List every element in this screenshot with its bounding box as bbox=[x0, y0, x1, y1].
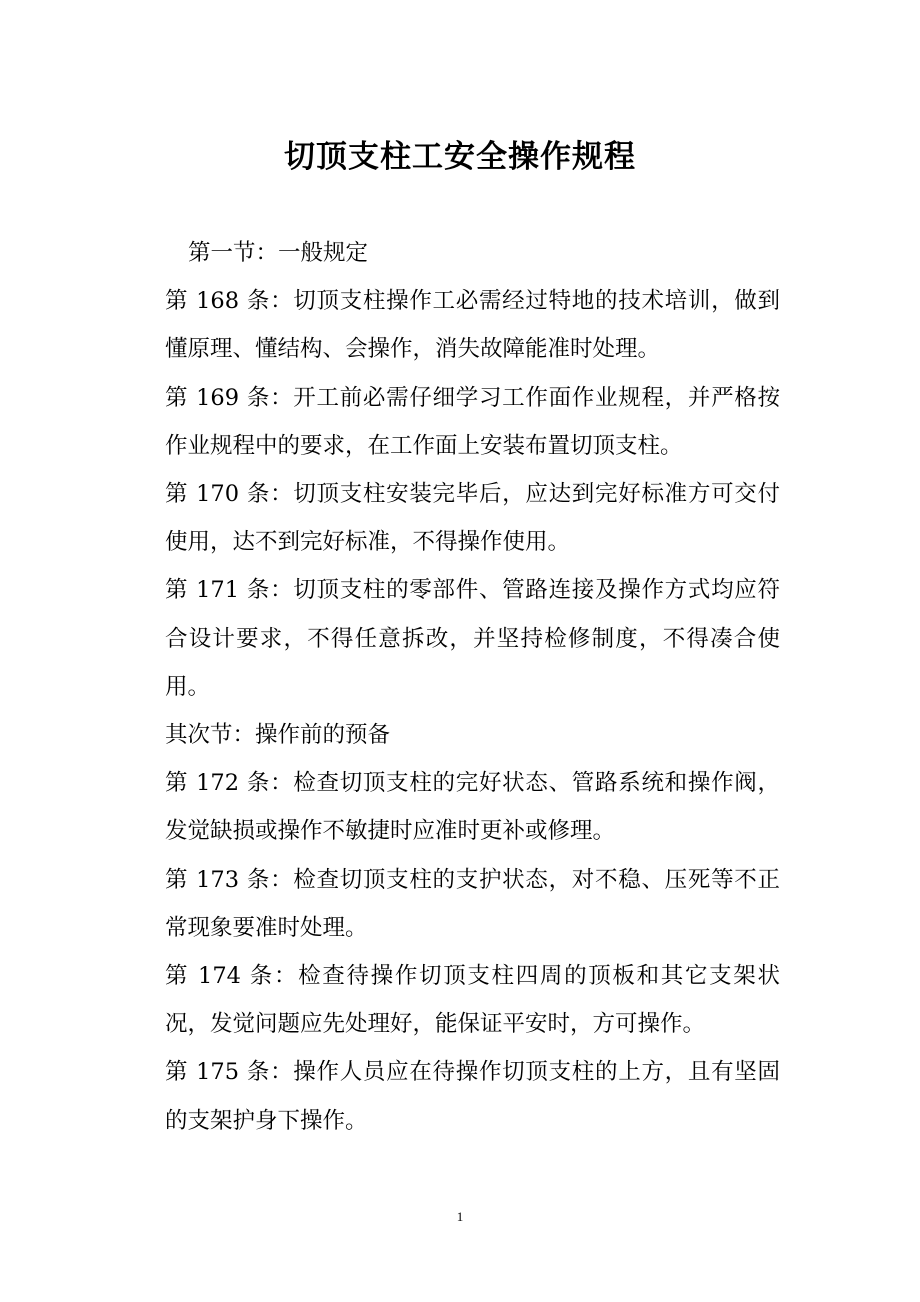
article-174: 第 174 条：检查待操作切顶支柱四周的顶板和其它支架状况，发觉问题应先处理好，能保证平安时，方可操作。 bbox=[165, 963, 780, 1038]
article-172: 第 172 条：检查切顶支柱的完好状态、管路系统和操作阀，发觉缺损或操作不敏捷时应准时更补或修理。 bbox=[165, 770, 780, 845]
article-171: 第 171 条：切顶支柱的零部件、管路连接及操作方式均应符合设计要求，不得任意拆改，并坚持检修制度，不得凑合使用。 bbox=[165, 577, 780, 700]
article-169: 第 169 条：开工前必需仔细学习工作面作业规程，并严格按作业规程中的要求，在工作面上安装布置切顶支柱。 bbox=[165, 384, 780, 459]
article-170: 第 170 条：切顶支柱安装完毕后，应达到完好标准方可交付使用，达不到完好标准，不得操作使用。 bbox=[165, 481, 780, 556]
section-heading-1: 第一节：一般规定 bbox=[188, 240, 369, 266]
document-body bbox=[165, 229, 780, 1145]
article-168: 第 168 条：切顶支柱操作工必需经过特地的技术培训，做到懂原理、懂结构、会操作，消失故障能准时处理。 bbox=[165, 288, 780, 363]
page-number: 1 bbox=[456, 1209, 464, 1224]
section-heading-2: 其次节：操作前的预备 bbox=[165, 722, 391, 749]
article-173: 第 173 条：检查切顶支柱的支护状态，对不稳、压死等不正常现象要准时处理。 bbox=[165, 866, 780, 941]
article-175: 第 175 条：操作人员应在待操作切顶支柱的上方，且有坚固的支架护身下操作。 bbox=[165, 1059, 780, 1134]
document-title: 切顶支柱工安全操作规程 bbox=[284, 139, 636, 175]
